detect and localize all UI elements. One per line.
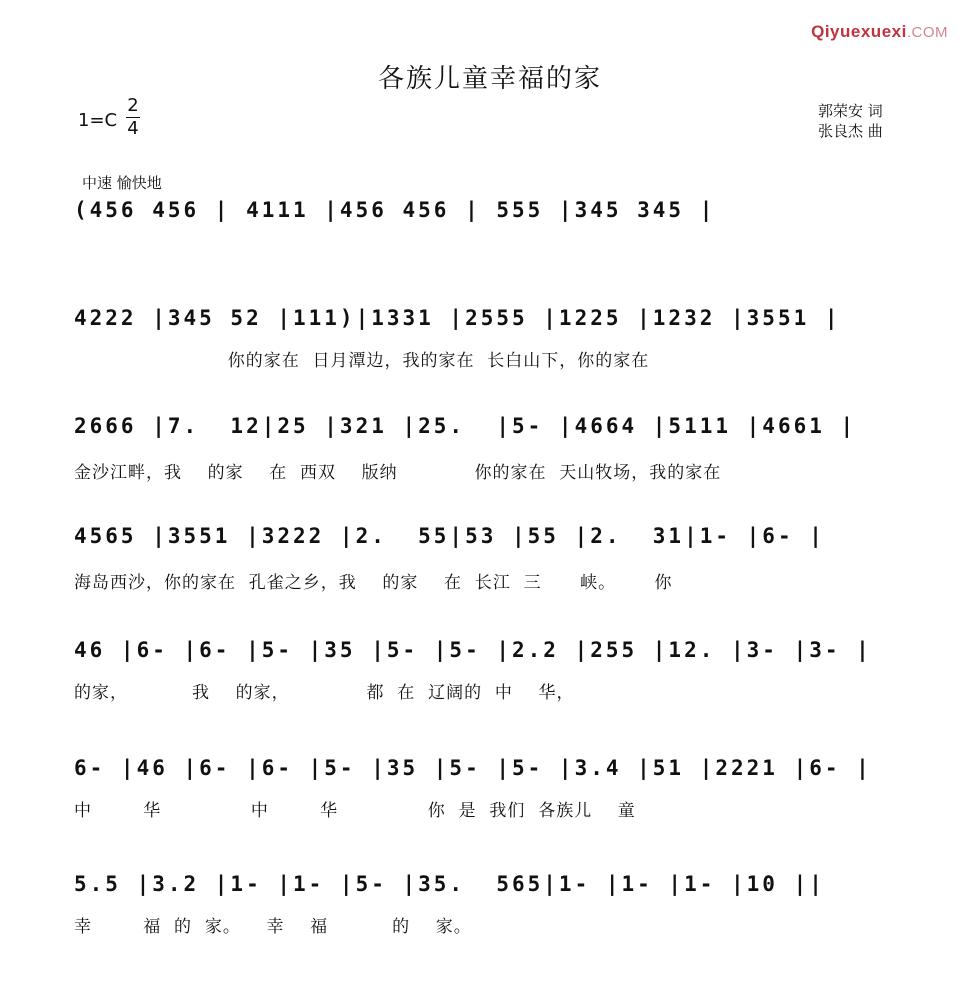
notation-line: 6- |46 |6- |6- |5- |35 |5- |5- |3.4 |51 |2221 |6- | <box>74 756 872 780</box>
lyrics-line: 中 华 中 华 你 是 我们 各族儿 童 <box>74 801 636 821</box>
watermark-brand: Qiyuexuexi <box>811 22 907 41</box>
site-watermark <box>811 22 948 42</box>
time-signature <box>126 96 140 139</box>
song-title: 各族儿童幸福的家 <box>377 64 602 94</box>
time-signature-bottom: 4 <box>127 118 139 139</box>
notation-line: (456 456 | 4111 |456 456 | 555 |345 345 | <box>74 198 716 222</box>
lyrics-line: 海岛西沙，你的家在 孔雀之乡，我 的家 在 长江 三 峡。 你 <box>74 573 673 593</box>
notation-line: 4222 |345 52 |111)|1331 |2555 |1225 |1232 |3551 | <box>74 306 841 330</box>
notation-line: 5.5 |3.2 |1- |1- |5- |35. 565|1- |1- |1- |10 || <box>74 872 825 896</box>
watermark-suffix: .COM <box>906 24 948 41</box>
tempo-marking: 中速 愉快地 <box>82 174 162 192</box>
time-signature-top: 2 <box>127 95 139 116</box>
lyrics-line: 你的家在 日月潭边，我的家在 长白山下，你的家在 <box>74 351 650 371</box>
notation-line: 46 |6- |6- |5- |35 |5- |5- |2.2 |255 |12. |3- |3- | <box>74 638 872 662</box>
lyrics-line: 金沙江畔，我 的家 在 西双 版纳 你的家在 天山牧场，我的家在 <box>74 463 722 483</box>
notation-line: 4565 |3551 |3222 |2. 55|53 |55 |2. 31|1- |6- | <box>74 524 825 548</box>
composer-credit: 张良杰 曲 <box>818 122 883 140</box>
lyricist-credit: 郭荣安 词 <box>818 102 883 120</box>
notation-line: 2666 |7. 12|25 |321 |25. |5- |4664 |5111 |4661 | <box>74 414 857 438</box>
lyrics-line: 幸 福 的 家。 幸 福 的 家。 <box>74 917 472 937</box>
key-signature: 1=C <box>78 110 118 131</box>
lyrics-line: 的家， 我 的家， 都 在 辽阔的 中 华， <box>74 683 575 703</box>
